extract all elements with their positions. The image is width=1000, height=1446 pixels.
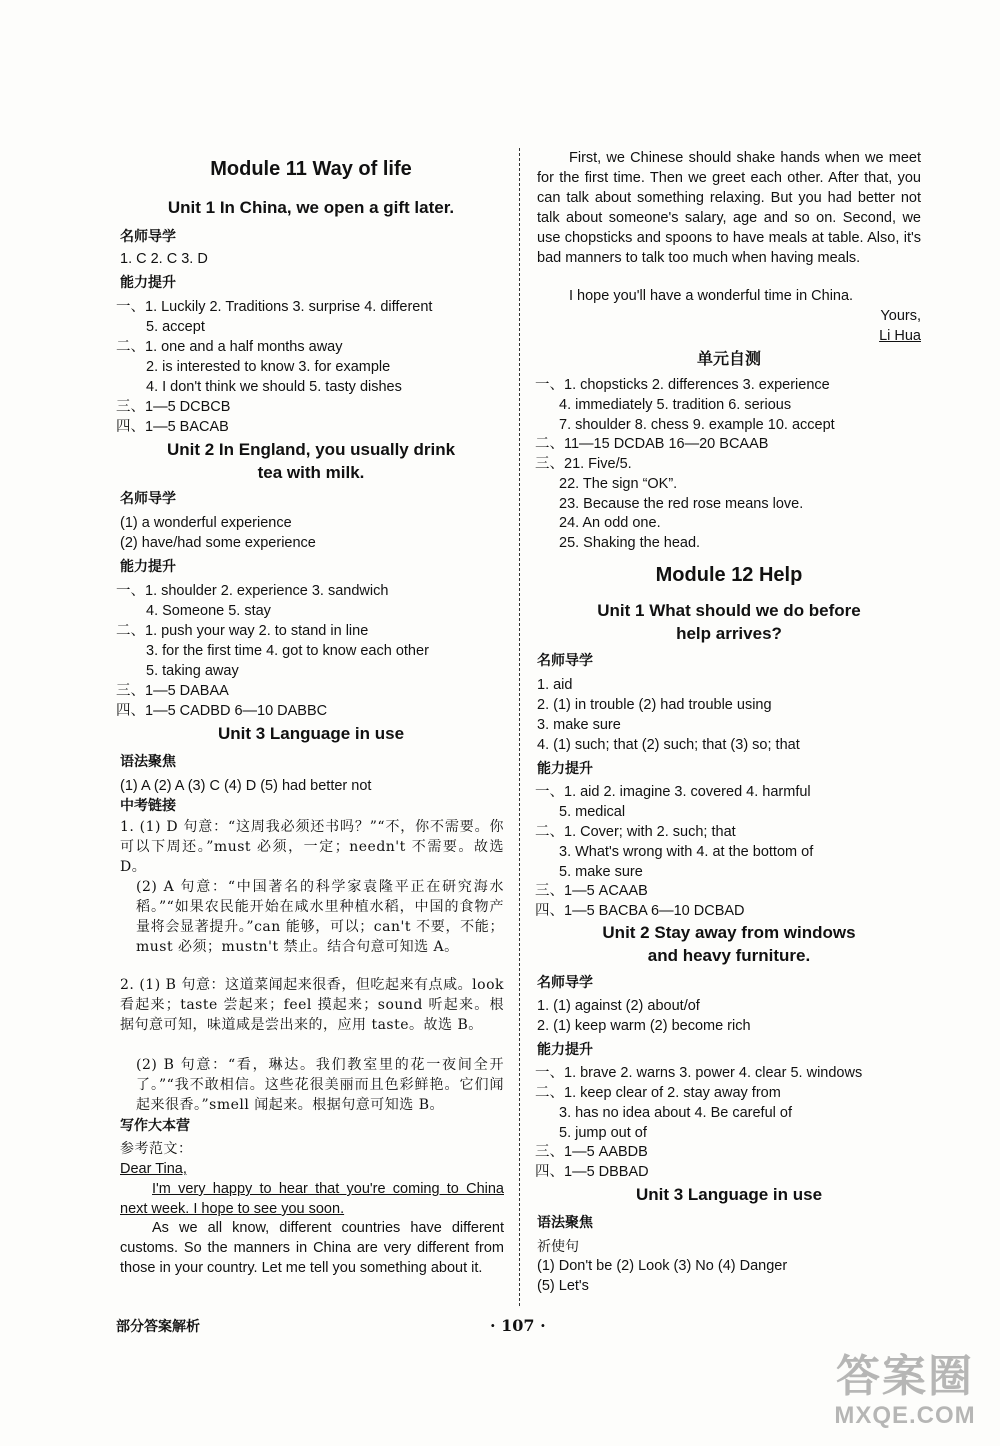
answer-line: 5. medical (559, 804, 626, 820)
page-number: · 107 · (490, 1316, 546, 1335)
letter-closing: Yours, (880, 308, 921, 324)
answer-line: 一、1. shoulder 2. experience 3. sandwich (116, 583, 389, 599)
letter-paragraph-4: I hope you'll have a wonderful time in China. (569, 288, 854, 304)
m11u2-section-ability: 能力提升 (120, 559, 176, 575)
answer-line: 3. for the first time 4. got to know each other (146, 643, 429, 659)
answer-line: 一、1. brave 2. warns 3. power 4. clear 5. windows (535, 1065, 863, 1081)
m12u3-subsection: 祈使句 (537, 1239, 579, 1255)
m11u1-section-guide: 名师导学 (120, 229, 176, 245)
column-divider (519, 148, 521, 1306)
answer-line: 三、1—5 ACAAB (535, 883, 648, 899)
answer-line: 一、1. aid 2. imagine 3. covered 4. harmful (535, 784, 811, 800)
m12u1-section-guide: 名师导学 (537, 653, 593, 669)
answer-line: 5. jump out of (559, 1125, 647, 1141)
answer-line: 1. (1) against (2) about/of (537, 998, 700, 1014)
m11-unit2-title-line1: Unit 2 In England, you usually drink (166, 440, 456, 459)
m11u3-section-writing: 写作大本营 (120, 1118, 190, 1134)
answer-line: 二、1. keep clear of 2. stay away from (535, 1085, 781, 1101)
answer-line: 三、1—5 DCBCB (116, 399, 231, 415)
answer-line: 四、1—5 DBBAD (535, 1164, 649, 1180)
exam-explanation-4: (2) B 句意：“看，琳达。我们教室里的花一夜间全开了。”“我不敢相信。这些花很美丽而且色彩鲜艳。它们闻起来很香。”smell 闻起来。根据句意可知选 B。 (136, 1057, 504, 1113)
answer-line: 4. immediately 5. tradition 6. serious (559, 397, 792, 413)
answer-line: 二、1. Cover; with 2. such; that (535, 824, 736, 840)
module-11-title: Module 11 Way of life (210, 158, 412, 180)
module-12-title: Module 12 Help (655, 564, 803, 586)
answer-line: 22. The sign “OK”. (559, 476, 678, 492)
answer-line: 1. aid (537, 677, 573, 693)
m12u2-section-ability: 能力提升 (537, 1042, 593, 1058)
m12u1-section-ability: 能力提升 (537, 761, 593, 777)
m12-unit3-title: Unit 3 Language in use (635, 1185, 823, 1204)
watermark-top: 答案圈 (836, 1351, 974, 1402)
footer-label: 部分答案解析 (116, 1319, 200, 1335)
m12u2-section-guide: 名师导学 (537, 975, 593, 991)
answer-line: 四、1—5 CADBD 6—10 DABBC (116, 703, 328, 719)
exam-explanation-1: 1. (1) D 句意：“这周我必须还书吗？”“不，你不需要。你可以下周还。”must 必须，一定；needn't 不需要。故选 D。 (120, 819, 504, 875)
m12-unit2-title-line2: and heavy furniture. (647, 946, 811, 965)
answer-line: (1) Don't be (2) Look (3) No (4) Danger (537, 1258, 788, 1274)
answer-line: 23. Because the red rose means love. (559, 496, 804, 512)
m12-unit2-title-line1: Unit 2 Stay away from windows (602, 923, 856, 942)
letter-greeting: Dear Tina, (120, 1161, 187, 1177)
answer-line: 2. (1) keep warm (2) become rich (537, 1018, 751, 1034)
m11-unit1-title: Unit 1 In China, we open a gift later. (167, 198, 455, 217)
letter-paragraph-3: First, we Chinese should shake hands when we meet for the first time. Then we greet each other. After that, you can talk about something relaxing. But you had better not talk about someone's salary, age and so on. Second, we use chopsticks and spoons to have meals at table. Also, it's bad manners to talk too much when having meals. (537, 150, 921, 266)
sample-essay-label: 参考范文： (120, 1141, 193, 1157)
answer-line: 5. make sure (559, 864, 643, 880)
m11u3-section-grammar: 语法聚焦 (120, 754, 176, 770)
answer-line: 四、1—5 BACBA 6—10 DCBAD (535, 903, 745, 919)
answer-line: 三、21. Five/5. (535, 456, 632, 472)
m11u1-section-ability: 能力提升 (120, 275, 176, 291)
m11u3-section-exam: 中考链接 (120, 798, 176, 814)
answer-line: 24. An odd one. (559, 515, 661, 531)
answer-line: 5. accept (146, 319, 205, 335)
answer-line: 5. taking away (146, 663, 239, 679)
exam-explanation-3: 2. (1) B 句意：这道菜闻起来很香，但吃起来有点咸。look 看起来；taste 尝起来；feel 摸起来；sound 听起来。根据句意可知，味道咸是尝出来的，应用 taste。故选 B。 (120, 977, 504, 1033)
answer-line: 7. shoulder 8. chess 9. example 10. accept (559, 417, 835, 433)
m11-unit3-title: Unit 3 Language in use (217, 724, 405, 743)
answer-line: 一、1. Luckily 2. Traditions 3. surprise 4. different (116, 299, 433, 315)
answer-line: 四、1—5 BACAB (116, 419, 229, 435)
answer-line: 二、11—15 DCDAB 16—20 BCAAB (535, 436, 769, 452)
answer-line: 25. Shaking the head. (559, 535, 701, 551)
unit-test-title: 单元自测 (696, 349, 761, 368)
answer-line: 4. Someone 5. stay (146, 603, 271, 619)
answer-line: 4. (1) such; that (2) such; that (3) so; that (537, 737, 800, 753)
exam-explanation-2: (2) A 句意：“中国著名的科学家袁隆平正在研究海水稻。”“如果农民能开始在咸水里种植水稻，中国的食物产量将会显著提升。”can 能够，可以；can't 不要，不能；must 必须；mustn't 禁止。结合句意可知选 A。 (136, 879, 504, 955)
answer-line: (1) A (2) A (3) C (4) D (5) had better not (120, 778, 372, 794)
letter-paragraph-2: As we all know, different countries have different customs. So the manners in China are very different from those in your country. Let me tell you something about it. (120, 1220, 504, 1276)
answer-line: 3. What's wrong with 4. at the bottom of (559, 844, 814, 860)
answer-line: 2. (1) in trouble (2) had trouble using (537, 697, 772, 713)
answer-line: 一、1. chopsticks 2. differences 3. experience (535, 377, 830, 393)
m12-unit1-title-line2: help arrives? (676, 624, 782, 643)
answer-line: 2. is interested to know 3. for example (146, 359, 391, 375)
m11-unit2-title-line2: tea with milk. (257, 463, 365, 482)
m11u1-guide-answers: 1. C 2. C 3. D (120, 251, 208, 267)
letter-signature: Li Hua (879, 328, 921, 344)
answer-line: 3. has no idea about 4. Be careful of (559, 1105, 792, 1121)
answer-line: 4. I don't think we should 5. tasty dishes (146, 379, 402, 395)
answer-line: (2) have/had some experience (120, 535, 316, 551)
answer-line: 二、1. one and a half months away (116, 339, 343, 355)
watermark-bottom: MXQE.COM (834, 1402, 976, 1429)
m12u3-section-grammar: 语法聚焦 (537, 1215, 593, 1231)
answer-line: (5) Let's (537, 1278, 589, 1294)
letter-paragraph-1: I'm very happy to hear that you're coming to China next week. I hope to see you soon. (120, 1181, 504, 1217)
answer-line: 三、1—5 AABDB (535, 1144, 648, 1160)
m11u2-section-guide: 名师导学 (120, 491, 176, 507)
m12-unit1-title-line1: Unit 1 What should we do before (597, 601, 861, 620)
answer-line: 3. make sure (537, 717, 621, 733)
answer-line: 二、1. push your way 2. to stand in line (116, 623, 369, 639)
answer-line: 三、1—5 DABAA (116, 683, 229, 699)
watermark-logo (820, 1352, 990, 1438)
answer-line: (1) a wonderful experience (120, 515, 292, 531)
